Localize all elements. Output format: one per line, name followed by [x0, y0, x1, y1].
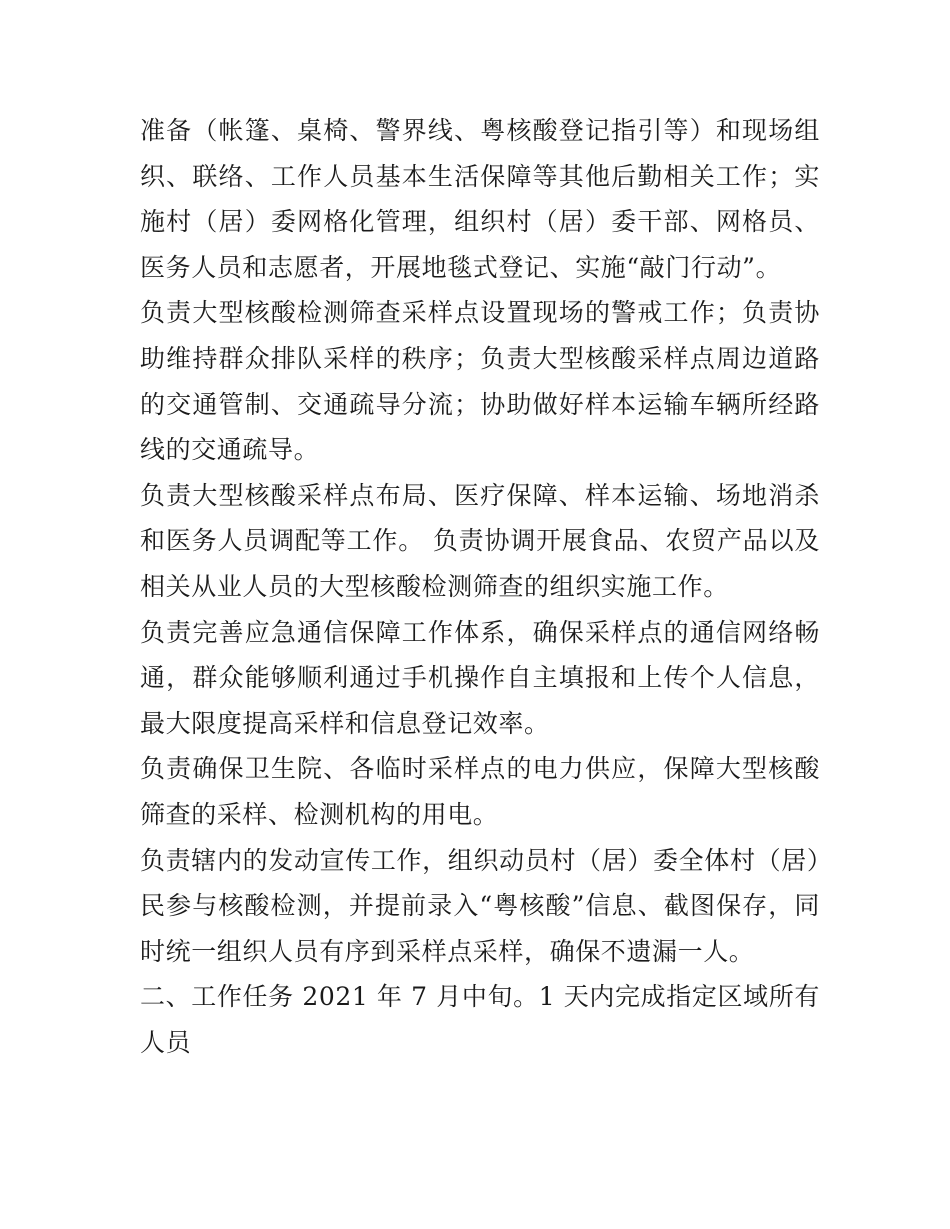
- paragraph-publicity: 负责辖内的发动宣传工作，组织动员村（居）委全体村（居）民参与核酸检测，并提前录入“粤核酸”信息、截图保存，同时统一组织人员有序到采样点采样，确保不遗漏一人。: [140, 845, 820, 966]
- document-body: [140, 108, 820, 1065]
- paragraph-work-tasks: 二、工作任务 2021 年 7 月中旬。1 天内完成指定区域所有人员: [140, 982, 820, 1057]
- paragraph-medical: 负责大型核酸采样点布局、医疗保障、样本运输、场地消杀和医务人员调配等工作。 负责协调开展食品、农贸产品以及相关从业人员的大型核酸检测筛查的组织实施工作。: [140, 480, 820, 601]
- paragraph-logistics: 准备（帐篷、桌椅、警界线、粤核酸登记指引等）和现场组织、联络、工作人员基本生活保障等其他后勤相关工作；实施村（居）委网格化管理，组织村（居）委干部、网格员、医务人员和志愿者，开展地毯式登记、实施“敲门行动”。: [140, 116, 820, 282]
- paragraph-communications: 负责完善应急通信保障工作体系，确保采样点的通信网络畅通，群众能够顺利通过手机操作自主填报和上传个人信息，最大限度提高采样和信息登记效率。: [140, 617, 820, 738]
- paragraph-security-traffic: 负责大型核酸检测筛查采样点设置现场的警戒工作；负责协助维持群众排队采样的秩序；负责大型核酸采样点周边道路的交通管制、交通疏导分流；协助做好样本运输车辆所经路线的交通疏导。: [140, 298, 820, 465]
- paragraph-power-supply: 负责确保卫生院、各临时采样点的电力供应，保障大型核酸筛查的采样、检测机构的用电。: [140, 754, 820, 829]
